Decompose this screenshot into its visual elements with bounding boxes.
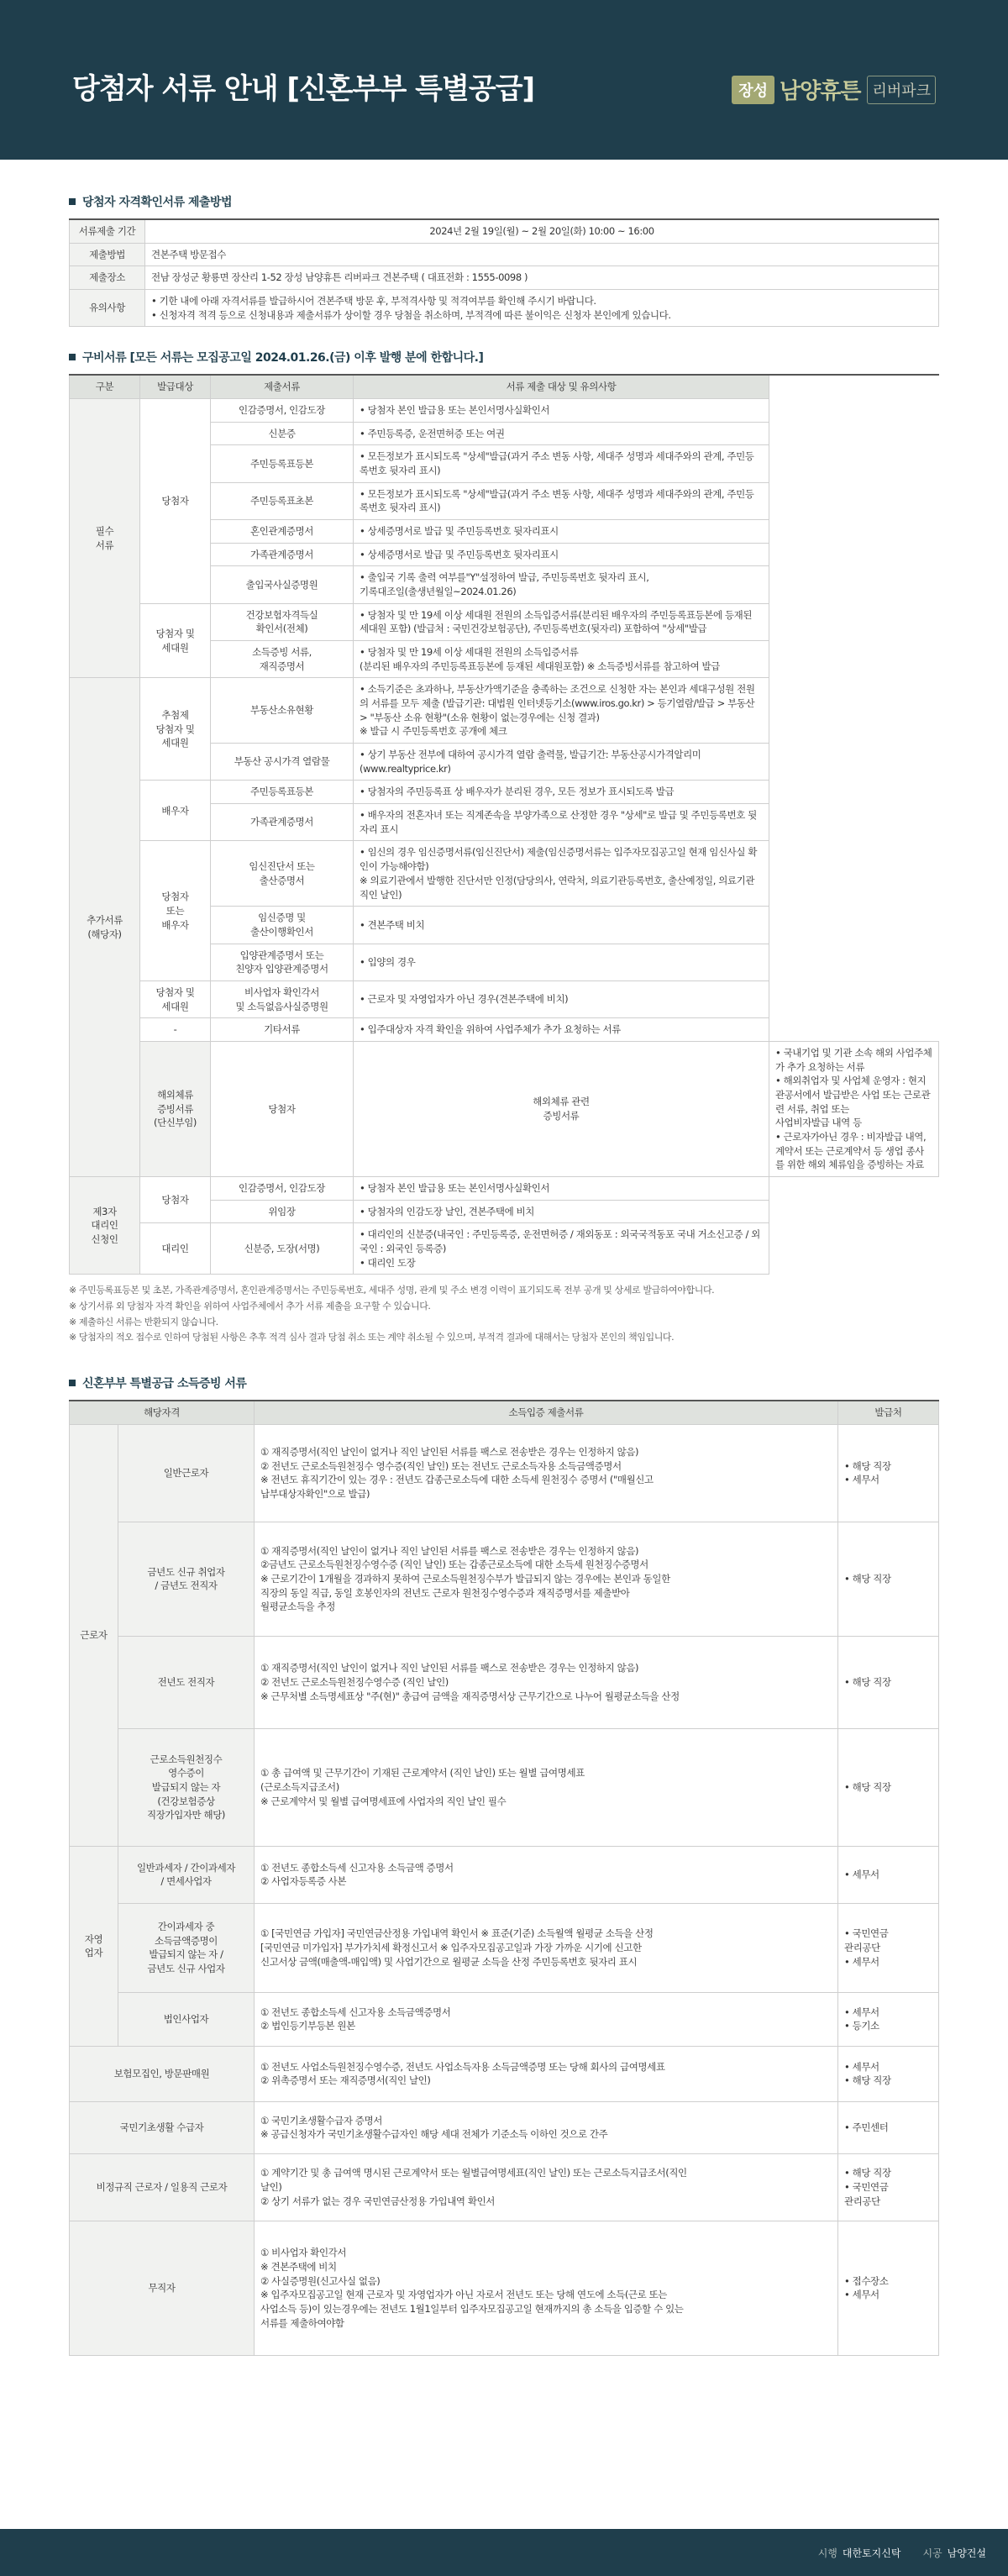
table-row: 입양관계증명서 또는 친양자 입양관계증명서 • 입양의 경우 <box>70 944 939 980</box>
bullet-square-icon <box>69 198 76 205</box>
table-row: 필수 서류 당첨자 인감증명서, 인감도장 • 당첨자 본인 발급용 또는 본인서명사실확인서 <box>70 399 939 423</box>
table-row: 국민기초생활 수급자 ① 국민기초생활수급자 증명서 ※ 공급신청자가 국민기초생활수급자인 해당 세대 전체가 기준소득 이하인 것으로 간주 • 주민센터 <box>70 2101 939 2153</box>
section2-title: 구비서류 [모든 서류는 모집공고일 2024.01.26.(금) 이후 발행 분에 한합니다.] <box>69 349 939 365</box>
table-row: 출입국사실증명원 • 출입국 기록 출력 여부를"Y"설정하여 발급, 주민등록번호 뒷자리 표시, 기록대조일(출생년월일~2024.01.26) <box>70 566 939 603</box>
table-row: 근로소득원천징수 영수증이 발급되지 않는 자 (건강보험증상 직장가입자만 해당) ① 총 급여액 및 근무기간이 기재된 근로계약서 (직인 날인) 또는 월별 급여명세표 (근로소득지급조서) ※ 근로계약서 및 월별 급여명세표에 사업자의 직인 날인 필수 • 해당 직장 <box>70 1728 939 1846</box>
table-row: 제출장소 전남 장성군 황룡면 장산리 1-52 장성 남양휴튼 리버파크 견본주택 ( 대표전화 : 1555-0098 ) <box>70 266 939 290</box>
table-row: 자영 업자 일반과세자 / 간이과세자 / 면세사업자 ① 전년도 종합소득세 신고자용 소득금액 증명서 ② 사업자등록증 사본 • 세무서 <box>70 1846 939 1903</box>
table-header-row: 해당자격 소득입증 제출서류 발급처 <box>70 1401 939 1424</box>
table-row: 법인사업자 ① 전년도 종합소득세 신고자용 소득금액증명서 ② 법인등기부등본 원본 • 세무서 • 등기소 <box>70 1992 939 2046</box>
logo-sub: 리버파크 <box>867 76 936 104</box>
table-row: 부동산 공시가격 열람물 • 상기 부동산 전부에 대하여 공시가격 열람 출력물, 발급기간: 부동산공시가격알리미 (www.realtyprice.kr) <box>70 744 939 781</box>
notes-list: ※ 주민등록표등본 및 초본, 가족관계증명서, 혼인관계증명서는 주민등록번호, 세대주 성명, 관계 및 주소 변경 이력이 표기되도록 전부 공개 및 상세로 발급하여야합니다. ※ 상기서류 외 당첨자 자격 확인을 위하여 사업주체에서 추가 서류 제출을 요구할 수 있습니다. ※ 제출하신 서류는 반환되지 않습니다. ※ 당첨자의 적오 접수로 인하여 당첨된 사항은 추후 적격 심사 결과 당첨 취소 또는 계약 취소될 수 있으며, 부적격 결과에 대해서는 당첨자 본인의 책임입니다. <box>69 1285 715 1343</box>
table-row: 임신증명 및 출산이행확인서 • 견본주택 비치 <box>70 907 939 944</box>
table-row: 제출방법 견본주택 방문접수 <box>70 243 939 266</box>
logo-badge: 장성 <box>732 76 774 104</box>
table-row: 비정규직 근로자 / 일용직 근로자 ① 계약기간 및 총 급여액 명시된 근로계약서 또는 월별급여명세표(직인 날인) 또는 근로소득지급조서(직인 날인) ② 상기 서류가 없는 경우 국민연금산정용 가입내역 확인서 • 해당 직장 • 국민연금 관리공단 <box>70 2153 939 2221</box>
page-footer <box>0 2529 1008 2576</box>
table-row: 주민등록표초본 • 모든정보가 표시되도록 "상세"발급(과거 주소 변동 사항, 세대주 성명과 세대주와의 관계, 주민등록번호 뒷자리 표시) <box>70 482 939 519</box>
table-row: 유의사항 • 기한 내에 아래 자격서류를 발급하시어 견본주택 방문 후, 부적격사항 및 적격여부를 확인해 주시기 바랍니다. • 신청자격 적격 등으로 신청내용과 제출서류가 상이할 경우 당첨을 취소하며, 부적격에 따른 불이익은 신청자 본인에게 있습니다. <box>70 290 939 327</box>
table-row: 대리인 신분증, 도장(서명) • 대리인의 신분증(내국인 : 주민등록증, 운전면허증 / 재외동포 : 외국국적동포 국내 거소신고증 / 외국인 : 외국인 등록증) • 대리인 도장 <box>70 1223 939 1275</box>
table-row: 보험모집인, 방문판매원 ① 전년도 사업소득원천징수영수증, 전년도 사업소득자용 소득금액증명 또는 당해 회사의 급여명세표 ② 위촉증명서 또는 재직증명서(직인 날인) • 세무서 • 해당 직장 <box>70 2046 939 2101</box>
submission-method-table <box>69 218 939 327</box>
table-row: 당첨자 및 세대원 비사업자 확인각서 및 소득없음사실증명원 • 근로자 및 자영업자가 아닌 경우(견본주택에 비치) <box>70 980 939 1017</box>
page-title: 당첨자 서류 안내 [신혼부부 특별공급] <box>72 72 535 106</box>
table-row: 신분증 • 주민등록증, 운전면허증 또는 여권 <box>70 422 939 445</box>
table-row: 추가서류 (해당자) 추첨제 당첨자 및 세대원 부동산소유현황 • 소득기준은 초과하나, 부동산가액기준을 충족하는 조건으로 신청한 자는 본인과 세대구성원 전원의 서류를 모두 제출 (발급기관: 대법원 인터넷등기소(www.iros.go.kr) > 등기열람/발급 > 부동산 > "부동산 소유 현황"(소유 현황이 없는경우에는 신청 결과) ※ 발급 시 주민등록번호 공개에 체크 <box>70 678 939 744</box>
table-row: - 기타서류 • 입주대상자 자격 확인을 위하여 사업주체가 추가 요청하는 서류 <box>70 1018 939 1042</box>
table-row: 당첨자 또는 배우자 임신진단서 또는 출산증명서 • 임신의 경우 임신증명서류(임신진단서) 제출(임신증명서류는 입주자모집공고일 현재 임신사실 확인이 가능해야함) ※ 의료기관에서 발행한 진단서만 인정(담당의사, 연락처, 의료기관등록번호, 출산예정일, 의료기관 직인 날인) <box>70 841 939 907</box>
bullet-square-icon <box>69 1380 76 1386</box>
table-row: 위임장 • 당첨자의 인감도장 날인, 견본주택에 비치 <box>70 1200 939 1223</box>
table-row: 금년도 신규 취업자 / 금년도 전직자 ① 재직증명서(직인 날인이 없거나 직인 날인된 서류를 팩스로 전송받은 경우는 인정하지 않음) ②금년도 근로소득원천징수영수증 (직인 날인) 또는 갑종근로소득에 대한 소득세 원천징수증명서 ※ 근로기간이 1개월을 경과하지 못하여 근로소득원천징수부가 발급되지 않는 경우에는 본인과 동일한 직장의 동일 직급, 동일 호봉인자의 전년도 근로자 원천징수영수증과 재직증명서를 제출받아 월평균소득을 추정 • 해당 직장 <box>70 1522 939 1636</box>
table-row: 해외체류 증빙서류 (단신부임) 당첨자 해외체류 관련 증빙서류 • 국내기업 및 기관 소속 해외 사업주체가 추가 요청하는 서류 • 해외취업자 및 사업체 운영자 : 현지 관공서에서 발급받은 사업 또는 근로관련 서류, 취업 또는 사업비자발급 내역 등 • 근로자가아닌 경우 : 비자발급 내역, 계약서 또는 근로계약서 등 생업 종사를 위한 해외 체류임을 증빙하는 자료 <box>70 1041 939 1176</box>
income-proof-table <box>69 1400 939 2356</box>
builder-name: 남양건설 <box>947 2547 986 2559</box>
section1-title: 당첨자 자격확인서류 제출방법 <box>69 193 939 210</box>
table-row: 배우자 주민등록표등본 • 당첨자의 주민등록표 상 배우자가 분리된 경우, 모든 정보가 표시되도록 발급 <box>70 781 939 804</box>
developer-name: 대한토지신탁 <box>842 2547 901 2559</box>
builder-label: 시공 <box>922 2547 942 2559</box>
table-row: 주민등록표등본 • 모든정보가 표시되도록 "상세"발급(과거 주소 변동 사항, 세대주 성명과 세대주와의 관계, 주민등록번호 뒷자리 표시) <box>70 445 939 482</box>
table-row: 가족관계증명서 • 상세증명서로 발급 및 주민등록번호 뒷자리표시 <box>70 543 939 566</box>
page-header <box>0 0 1008 160</box>
bullet-square-icon <box>69 354 76 360</box>
table-header-row: 구분 발급대상 제출서류 서류 제출 대상 및 유의사항 <box>70 375 939 398</box>
table-row: 제3자 대리인 신청인 당첨자 인감증명서, 인감도장 • 당첨자 본인 발급용 또는 본인서명사실확인서 <box>70 1176 939 1200</box>
table-row: 무직자 ① 비사업자 확인각서 ※ 견본주택에 비치 ② 사실증명원(신고사실 없음) ※ 입주자모집공고일 현재 근로자 및 자영업자가 아닌 자로서 전년도 또는 당해 연도에 소득(근로 또는 사업소득 등)이 있는경우에는 전년도 1월1일부터 입주자모집공고일 현재까지의 총 소득을 입증할 수 있는 서류를 제출하여야함 • 접수장소 • 세무서 <box>70 2221 939 2355</box>
required-documents-table <box>69 374 939 1275</box>
logo-brand: 남양휴튼 <box>779 79 861 104</box>
table-row: 혼인관계증명서 • 상세증명서로 발급 및 주민등록번호 뒷자리표시 <box>70 520 939 544</box>
table-row: 서류제출 기간 2024년 2월 19일(월) ~ 2월 20일(화) 10:00 ~ 16:00 <box>70 219 939 243</box>
table-row: 간이과세자 중 소득금액증명이 발급되지 않는 자 / 금년도 신규 사업자 ① [국민연금 가입자] 국민연금산정용 가입내역 확인서 ※ 표준(기준) 소득월액 월평균 소득을 산정 [국민연금 미가입자] 부가가치세 확정신고서 ※ 입주자모집공고일과 가장 가까운 시기에 신고한 신고서상 금액(매출액-매입액) 및 사업기간으로 월평균 소득을 산정 주민등록번호 뒷자리 표시 • 국민연금 관리공단 • 세무서 <box>70 1903 939 1992</box>
brand-logo <box>732 74 936 105</box>
table-row: 전년도 전직자 ① 재직증명서(직인 날인이 없거나 직인 날인된 서류를 팩스로 전송받은 경우는 인정하지 않음) ② 전년도 근로소득원천징수영수증 (직인 날인) ※ 근무처별 소득명세표상 "주(현)" 총급여 금액을 재직증명서상 근무기간으로 나누어 월평균소득을 산정 • 해당 직장 <box>70 1636 939 1728</box>
table-row: 당첨자 및 세대원 건강보험자격득실 확인서(전체) • 당첨자 및 만 19세 이상 세대원 전원의 소득입증서류(분리된 배우자의 주민등록표등본에 등재된 세대원 포함) (발급처 : 국민건강보험공단), 주민등록번호(뒷자리) 포함하여 "상세"발급 <box>70 603 939 640</box>
developer-label: 시행 <box>817 2547 837 2559</box>
table-row: 가족관계증명서 • 배우자의 전혼자녀 또는 직계존속을 부양가족으로 산정한 경우 "상세"로 발급 및 주민등록번호 뒷자리 표시 <box>70 804 939 841</box>
table-row: 소득증빙 서류, 재직증명서 • 당첨자 및 만 19세 이상 세대원 전원의 소득입증서류 (분리된 배우자의 주민등록표등본에 등재된 세대원포함) ※ 소득증빙서류를 참고하여 발급 <box>70 641 939 678</box>
section3-title: 신혼부부 특별공급 소득증빙 서류 <box>69 1375 939 1391</box>
table-row: 근로자 일반근로자 ① 재직증명서(직인 날인이 없거나 직인 날인된 서류를 팩스로 전송받은 경우는 인정하지 않음) ② 전년도 근로소득원천징수 영수증(직인 날인) 또는 전년도 근로소득자용 소득금액증명서 ※ 전년도 휴직기간이 있는 경우 : 전년도 갑종근로소득에 대한 소득세 원천징수 증명서 ("매월신고 납부대상자확인"으로 발급) • 해당 직장 • 세무서 <box>70 1424 939 1522</box>
